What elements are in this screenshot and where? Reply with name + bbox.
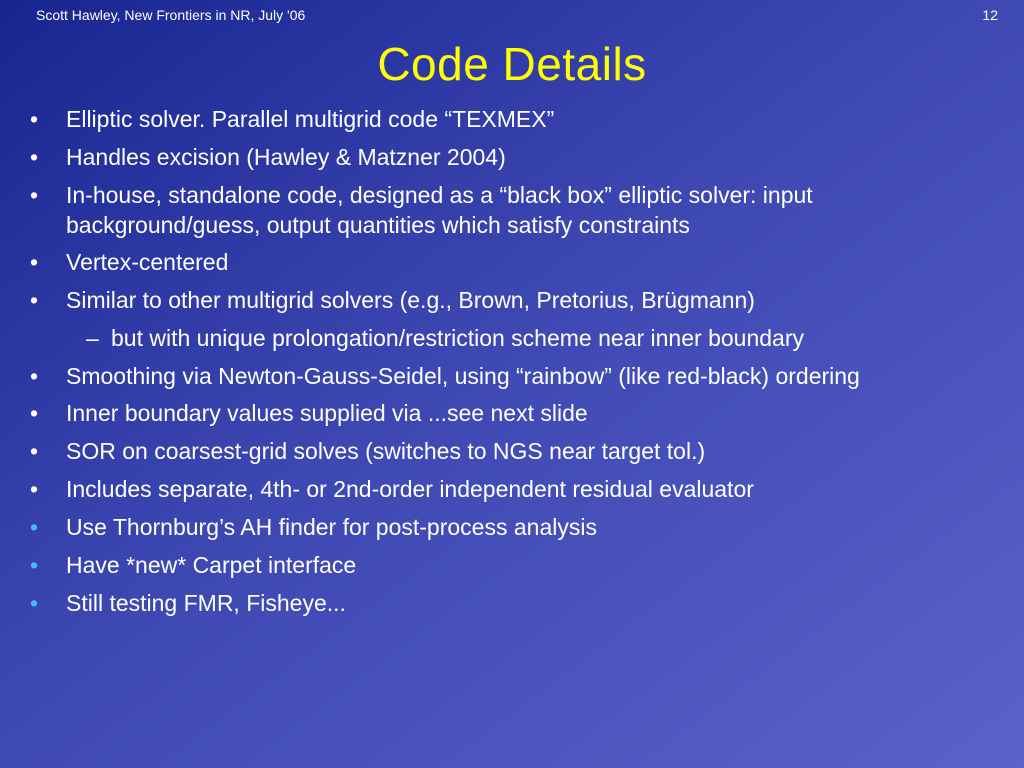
bullet-text: Includes separate, 4th- or 2nd-order independent residual evaluator bbox=[66, 476, 754, 502]
bullet-marker: • bbox=[30, 514, 39, 540]
sub-bullet-text: but with unique prolongation/restriction scheme near inner boundary bbox=[111, 325, 804, 351]
bullet-item bbox=[0, 285, 1024, 316]
bullet-marker: • bbox=[30, 476, 39, 502]
slide-title: Code Details bbox=[377, 38, 647, 90]
sub-bullet-marker: – bbox=[86, 325, 99, 351]
bullet-item bbox=[0, 361, 1024, 391]
bullet-item bbox=[0, 398, 1024, 429]
bullet-marker: • bbox=[30, 552, 39, 578]
page-number: 12 bbox=[982, 7, 998, 23]
bullet-item bbox=[0, 104, 1024, 135]
bullet-item bbox=[0, 474, 1024, 505]
sub-bullet-item bbox=[0, 323, 1024, 354]
bullet-marker: • bbox=[30, 249, 39, 275]
bullet-item bbox=[0, 550, 1024, 581]
bullet-text: SOR on coarsest-grid solves (switches to NGS near target tol.) bbox=[66, 438, 706, 464]
bullet-text: Similar to other multigrid solvers (e.g., Brown, Pretorius, Brügmann) bbox=[66, 287, 755, 313]
bullet-marker: • bbox=[30, 144, 39, 170]
bullet-text: Handles excision (Hawley & Matzner 2004) bbox=[66, 144, 506, 170]
bullet-item bbox=[0, 247, 1024, 278]
bullet-text: In-house, standalone code, designed as a “black box” elliptic solver: input background/guess, output quantities which satisfy constraints bbox=[66, 182, 813, 238]
bullet-marker: • bbox=[30, 400, 39, 426]
bullet-text: Still testing FMR, Fisheye... bbox=[66, 590, 346, 616]
bullet-marker: • bbox=[30, 182, 39, 208]
bullet-marker: • bbox=[30, 287, 39, 313]
bullet-text: Vertex-centered bbox=[66, 249, 229, 275]
bullet-marker: • bbox=[30, 590, 39, 616]
bullet-item bbox=[0, 436, 1024, 467]
bullet-item bbox=[0, 142, 1024, 173]
bullet-text: Inner boundary values supplied via ...see next slide bbox=[66, 400, 588, 426]
bullet-marker: • bbox=[30, 106, 39, 132]
bullet-list bbox=[0, 104, 1024, 626]
bullet-text: Smoothing via Newton-Gauss-Seidel, using “rainbow” (like red-black) ordering bbox=[66, 363, 860, 389]
bullet-text: Use Thornburg’s AH finder for post-process analysis bbox=[66, 514, 597, 540]
bullet-item bbox=[0, 588, 1024, 619]
bullet-marker: • bbox=[30, 363, 39, 389]
bullet-item bbox=[0, 512, 1024, 543]
slide-header-text: Scott Hawley, New Frontiers in NR, July '06 bbox=[36, 7, 306, 23]
bullet-item bbox=[0, 180, 1024, 240]
bullet-marker: • bbox=[30, 438, 39, 464]
bullet-text: Elliptic solver. Parallel multigrid code “TEXMEX” bbox=[66, 106, 555, 132]
bullet-text: Have *new* Carpet interface bbox=[66, 552, 357, 578]
